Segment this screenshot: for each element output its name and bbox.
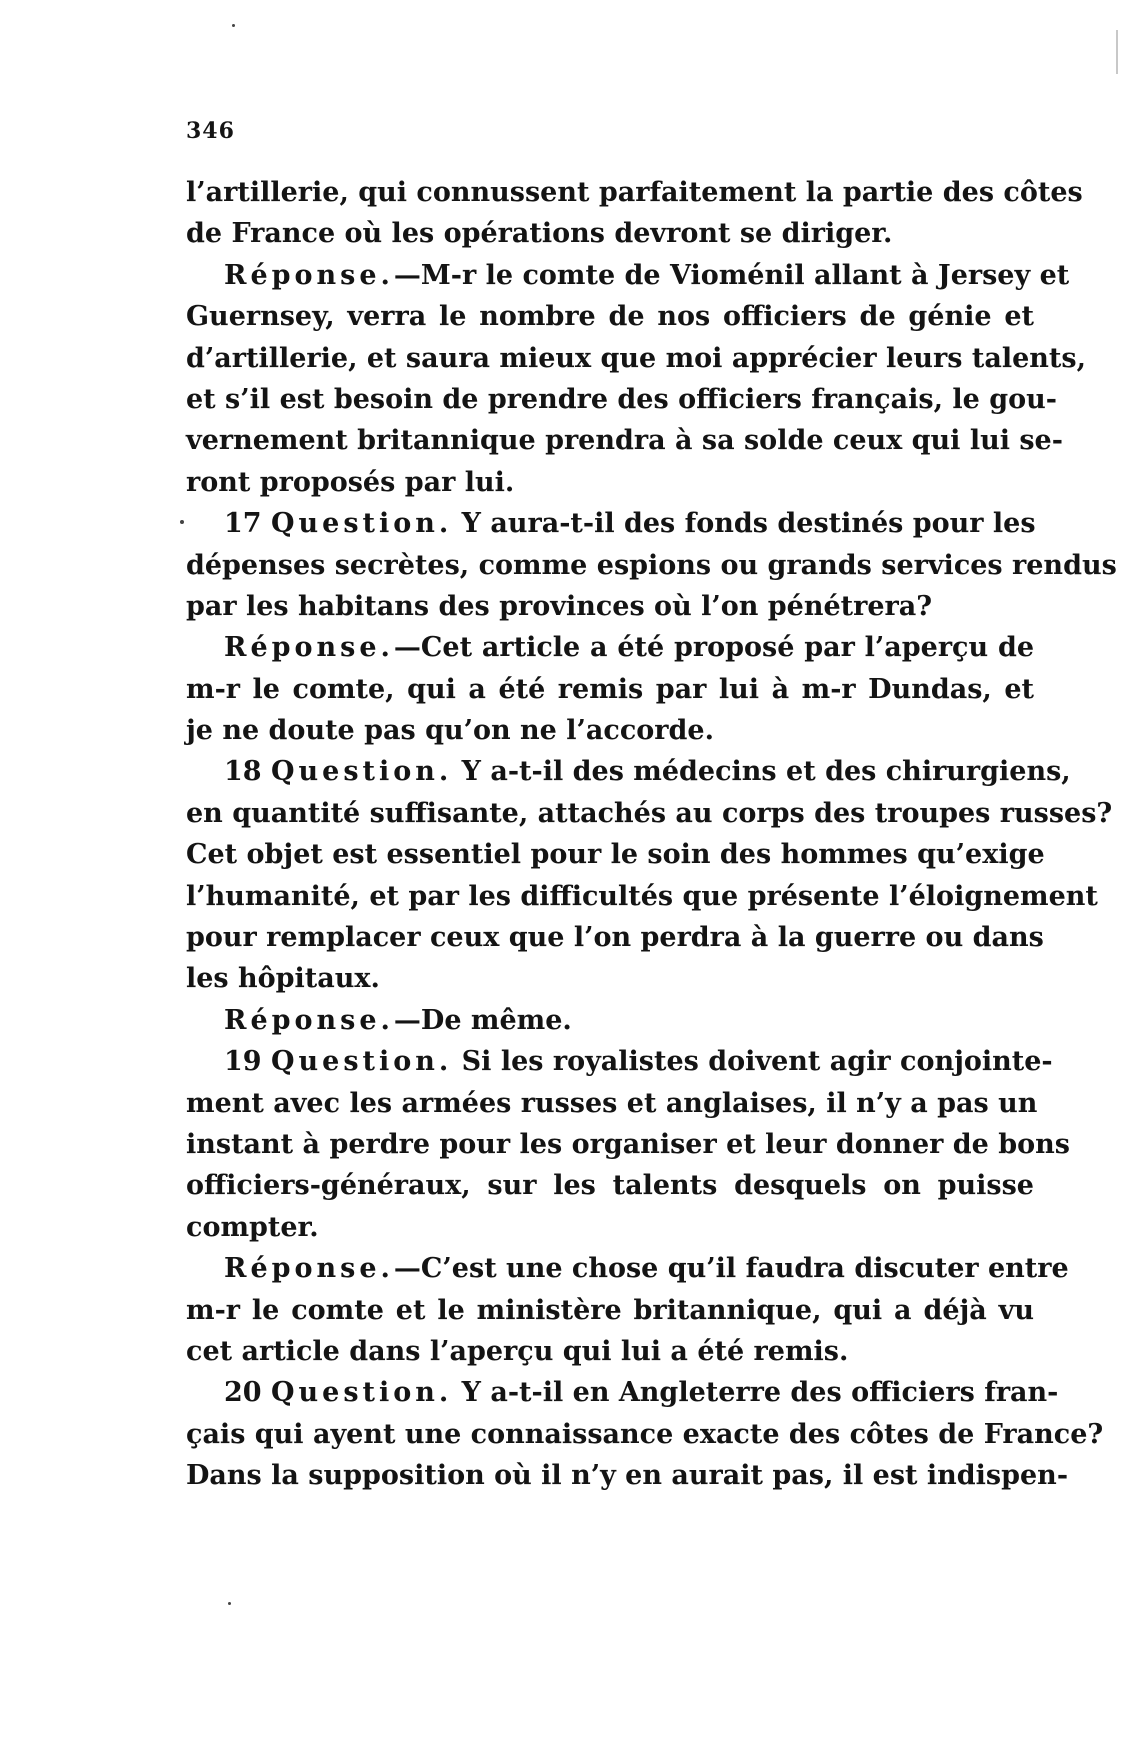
text-line: Dans la supposition où il n’y en aurait pas, il est indispen- <box>186 1460 1069 1492</box>
question-line: 20 Question. Y a-t-il en Angleterre des officiers fran- <box>224 1377 1059 1409</box>
answer-line: Réponse.—M-r le comte de Vioménil allant à Jersey et <box>224 259 1070 291</box>
text-line: m-r le comte, qui a été remis par lui à m-r Dundas, et <box>186 673 1034 705</box>
text-line: les hôpitaux. <box>186 963 380 995</box>
text-line: et s’il est besoin de prendre des officiers français, le gou- <box>186 383 1057 415</box>
text-line: en quantité suffisante, attachés au corps des troupes russes? <box>186 797 1113 829</box>
answer-line: Réponse.—C’est une chose qu’il faudra discuter entre <box>224 1253 1069 1285</box>
page-number: 346 <box>186 118 235 144</box>
text-line: de France où les opérations devront se diriger. <box>186 218 893 250</box>
text-line: je ne doute pas qu’on ne l’accorde. <box>186 715 714 747</box>
question-line: 17 Question. Y aura-t-il des fonds destinés pour les <box>224 508 1036 540</box>
question-line: 18 Question. Y a-t-il des médecins et des chirurgiens, <box>224 756 1071 788</box>
text-line: l’artillerie, qui connussent parfaitement la partie des côtes <box>186 177 1083 208</box>
text-line: instant à perdre pour les organiser et leur donner de bons <box>186 1128 1070 1160</box>
page-body-text <box>186 172 1117 1497</box>
text-line: vernement britannique prendra à sa solde ceux qui lui se- <box>186 425 1063 457</box>
text-line: ront proposés par lui. <box>186 466 515 498</box>
answer-line: Réponse.—Cet article a été proposé par l’aperçu de <box>224 632 1034 664</box>
text-line: compter. <box>186 1211 319 1243</box>
text-line: çais qui ayent une connaissance exacte des côtes de France? <box>186 1418 1104 1450</box>
scan-speck <box>232 24 235 27</box>
answer-line: Réponse.—De même. <box>224 1004 572 1036</box>
text-line: par les habitans des provinces où l’on pénétrera? <box>186 590 933 622</box>
scan-speck <box>180 520 184 524</box>
text-line: d’artillerie, et saura mieux que moi apprécier leurs talents, <box>186 342 1086 374</box>
scan-speck <box>228 1602 231 1605</box>
question-line: 19 Question. Si les royalistes doivent agir conjointe- <box>224 1046 1053 1078</box>
text-line: m-r le comte et le ministère britannique, qui a déjà vu <box>186 1294 1034 1326</box>
scan-edge-mark <box>1116 30 1118 74</box>
text-line: l’humanité, et par les difficultés que présente l’éloignement <box>186 880 1098 912</box>
text-line: Guernsey, verra le nombre de nos officiers de génie et <box>186 301 1034 333</box>
text-line: officiers-généraux, sur les talents desquels on puisse <box>186 1170 1034 1202</box>
text-line: pour remplacer ceux que l’on perdra à la guerre ou dans <box>186 922 1044 954</box>
text-line: cet article dans l’aperçu qui lui a été remis. <box>186 1335 849 1367</box>
text-line: Cet objet est essentiel pour le soin des hommes qu’exige <box>186 839 1045 871</box>
text-line: dépenses secrètes, comme espions ou grands services rendus <box>186 549 1117 581</box>
text-line: ment avec les armées russes et anglaises, il n’y a pas un <box>186 1087 1038 1119</box>
